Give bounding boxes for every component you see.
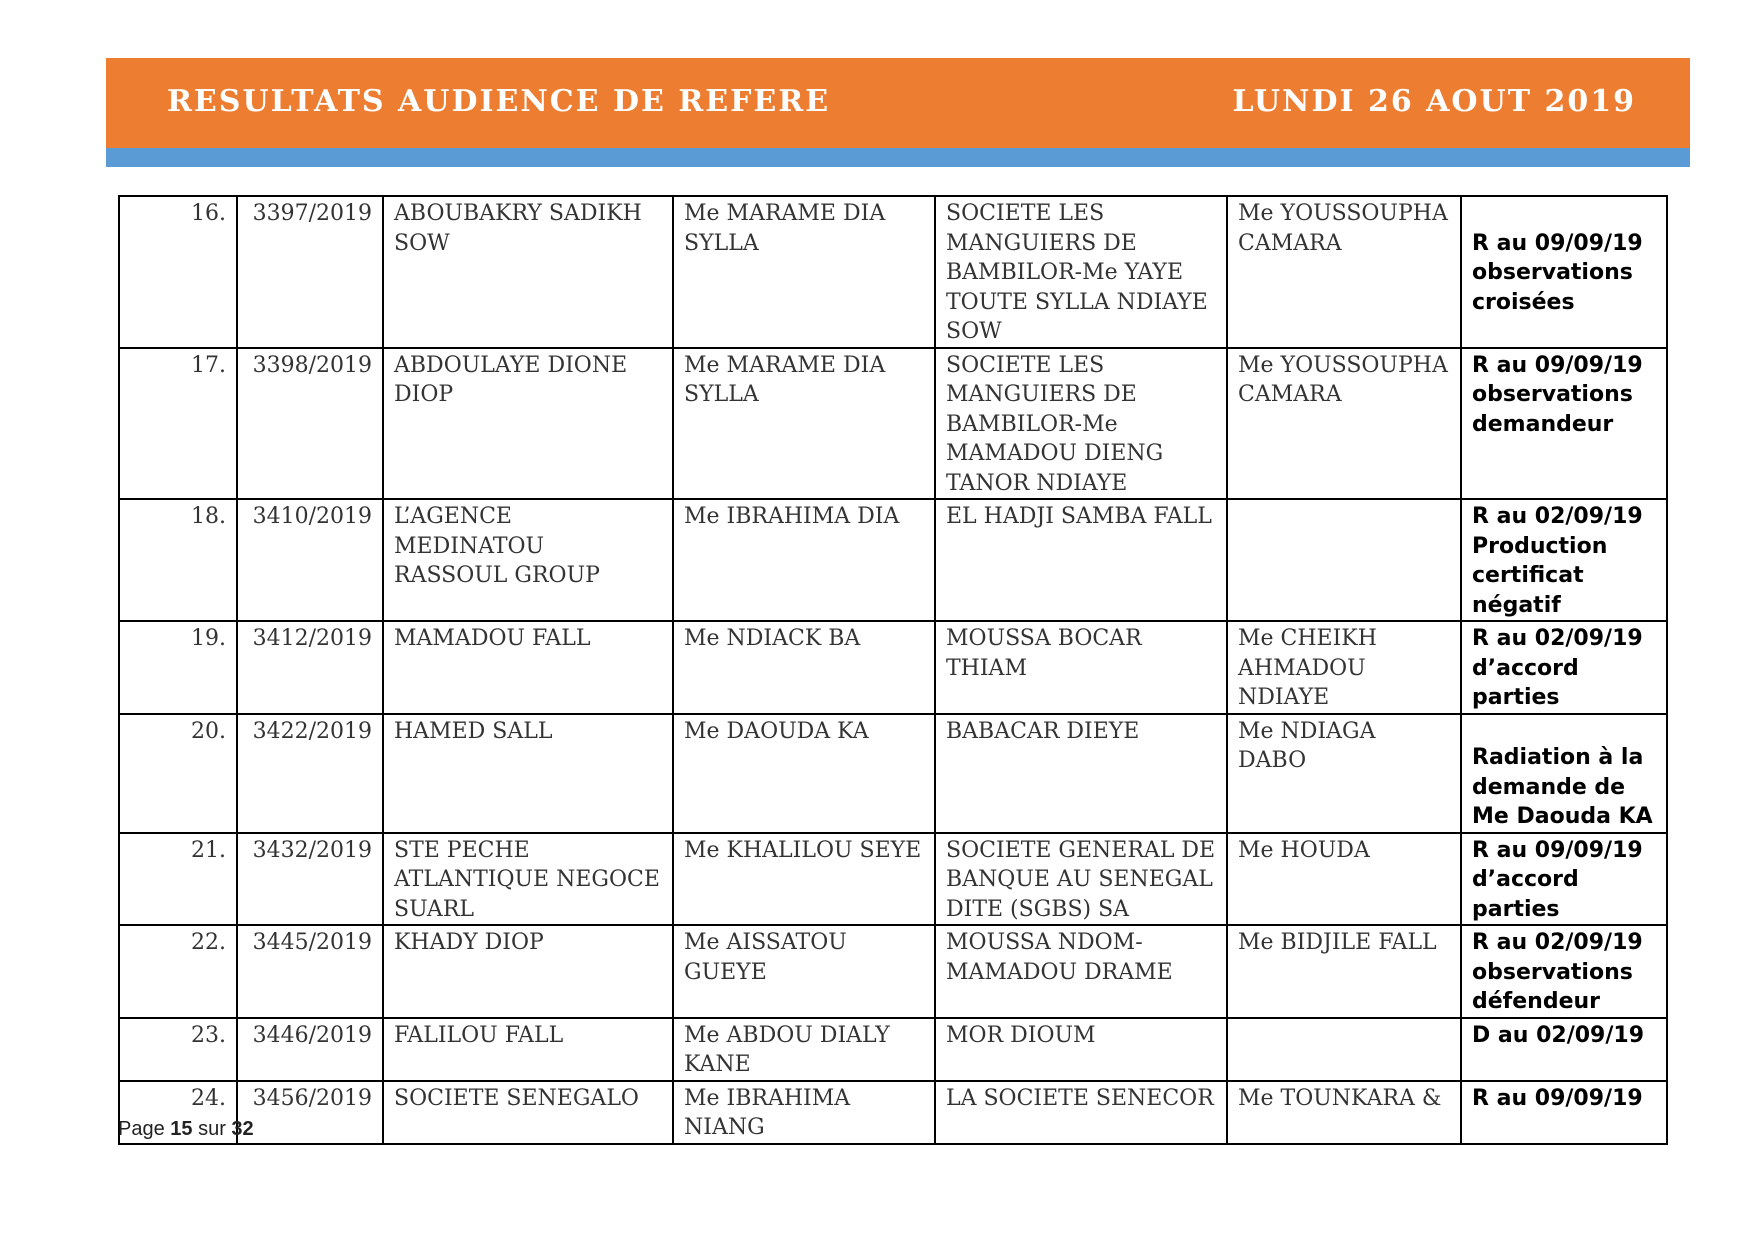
defendant-lawyer: Me CHEIKH AHMADOU NDIAYE: [1227, 621, 1461, 714]
hearing-result: R au 02/09/19 Production certificat négatif: [1461, 499, 1667, 621]
row-number: 18.: [119, 499, 237, 621]
current-page: 15: [170, 1118, 193, 1140]
table-row: [119, 925, 1667, 1018]
table-row: [119, 833, 1667, 926]
case-reference: 3456/2019: [237, 1081, 383, 1144]
case-reference: 3397/2019: [237, 196, 383, 348]
hearing-result: R au 09/09/19: [1461, 1081, 1667, 1144]
row-number: 20.: [119, 714, 237, 833]
plaintiff-lawyer: Me MARAME DIA SYLLA: [673, 348, 935, 500]
case-reference: 3445/2019: [237, 925, 383, 1018]
hearing-result: R au 02/09/19 observations défendeur: [1461, 925, 1667, 1018]
defendant-lawyer: Me BIDJILE FALL: [1227, 925, 1461, 1018]
plaintiff: KHADY DIOP: [383, 925, 673, 1018]
defendant: MOUSSA NDOM-MAMADOU DRAME: [935, 925, 1227, 1018]
defendant-lawyer: Me YOUSSOUPHA CAMARA: [1227, 196, 1461, 348]
plaintiff: STE PECHE ATLANTIQUE NEGOCE SUARL: [383, 833, 673, 926]
case-reference: 3398/2019: [237, 348, 383, 500]
table-row: [119, 1081, 1667, 1144]
hearing-result: R au 09/09/19 d’accord parties: [1461, 833, 1667, 926]
total-pages: 32: [231, 1118, 254, 1140]
defendant: MOUSSA BOCAR THIAM: [935, 621, 1227, 714]
defendant: MOR DIOUM: [935, 1018, 1227, 1081]
row-number: 21.: [119, 833, 237, 926]
plaintiff: ABOUBAKRY SADIKH SOW: [383, 196, 673, 348]
hearing-result: R au 02/09/19 d’accord parties: [1461, 621, 1667, 714]
hearing-result: R au 09/09/19 observations croisées: [1461, 196, 1667, 348]
defendant-lawyer: Me HOUDA: [1227, 833, 1461, 926]
hearing-date: LUNDI 26 AOUT 2019: [1232, 84, 1636, 119]
defendant-lawyer: Me NDIAGA DABO: [1227, 714, 1461, 833]
plaintiff-lawyer: Me AISSATOU GUEYE: [673, 925, 935, 1018]
defendant-lawyer: Me YOUSSOUPHA CAMARA: [1227, 348, 1461, 500]
table-row: [119, 196, 1667, 348]
plaintiff-lawyer: Me ABDOU DIALY KANE: [673, 1018, 935, 1081]
row-number: 17.: [119, 348, 237, 500]
case-reference: 3432/2019: [237, 833, 383, 926]
plaintiff-lawyer: Me KHALILOU SEYE: [673, 833, 935, 926]
plaintiff: HAMED SALL: [383, 714, 673, 833]
plaintiff-lawyer: Me DAOUDA KA: [673, 714, 935, 833]
plaintiff: FALILOU FALL: [383, 1018, 673, 1081]
defendant-lawyer: Me TOUNKARA &: [1227, 1081, 1461, 1144]
case-reference: 3412/2019: [237, 621, 383, 714]
defendant: EL HADJI SAMBA FALL: [935, 499, 1227, 621]
case-reference: 3422/2019: [237, 714, 383, 833]
defendant-lawyer: [1227, 1018, 1461, 1081]
defendant: SOCIETE GENERAL DE BANQUE AU SENEGAL DITE (SGBS) SA: [935, 833, 1227, 926]
plaintiff: ABDOULAYE DIONE DIOP: [383, 348, 673, 500]
table-row: [119, 621, 1667, 714]
defendant: LA SOCIETE SENECOR: [935, 1081, 1227, 1144]
plaintiff-lawyer: Me NDIACK BA: [673, 621, 935, 714]
footer-middle: sur: [192, 1118, 232, 1140]
page-title: RESULTATS AUDIENCE DE REFERE: [167, 84, 831, 119]
footer-prefix: Page: [118, 1118, 171, 1140]
plaintiff: MAMADOU FALL: [383, 621, 673, 714]
table-row: [119, 714, 1667, 833]
row-number: 19.: [119, 621, 237, 714]
table-row: [119, 1018, 1667, 1081]
header-stripe: [106, 148, 1690, 167]
plaintiff: L’AGENCE MEDINATOU RASSOUL GROUP: [383, 499, 673, 621]
row-number: 22.: [119, 925, 237, 1018]
row-number: 16.: [119, 196, 237, 348]
table-row: [119, 348, 1667, 500]
defendant-lawyer: [1227, 499, 1461, 621]
plaintiff: SOCIETE SENEGALO: [383, 1081, 673, 1144]
results-table: [118, 195, 1668, 1145]
plaintiff-lawyer: Me MARAME DIA SYLLA: [673, 196, 935, 348]
plaintiff-lawyer: Me IBRAHIMA NIANG: [673, 1081, 935, 1144]
defendant: SOCIETE LES MANGUIERS DE BAMBILOR-Me MAMADOU DIENG TANOR NDIAYE: [935, 348, 1227, 500]
hearing-result: D au 02/09/19: [1461, 1018, 1667, 1081]
defendant: SOCIETE LES MANGUIERS DE BAMBILOR-Me YAYE TOUTE SYLLA NDIAYE SOW: [935, 196, 1227, 348]
case-reference: 3410/2019: [237, 499, 383, 621]
case-reference: 3446/2019: [237, 1018, 383, 1081]
defendant: BABACAR DIEYE: [935, 714, 1227, 833]
plaintiff-lawyer: Me IBRAHIMA DIA: [673, 499, 935, 621]
page-footer: [118, 1118, 254, 1141]
hearing-result: R au 09/09/19 observations demandeur: [1461, 348, 1667, 500]
row-number: 24.: [119, 1081, 237, 1144]
row-number: 23.: [119, 1018, 237, 1081]
table-row: [119, 499, 1667, 621]
hearing-result: Radiation à la demande de Me Daouda KA: [1461, 714, 1667, 833]
